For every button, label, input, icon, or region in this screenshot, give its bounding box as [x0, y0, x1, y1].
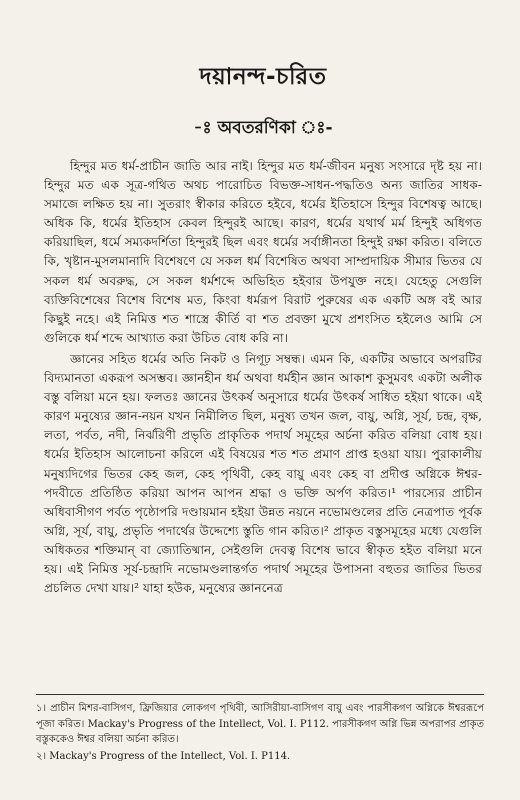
- section-heading: -ঃ অবতরণিকা ঃ-: [193, 118, 333, 138]
- footnote-1: ১। প্রাচীন মিশর-বাসিগণ, ফ্রিজিয়ার লোকগণ পৃথিবী, আসিরীয়া-বাসিগণ বায়ু এবং পারসীকগণ অগ্নিকে ঈশ্বররূপে পূজা করিত। Mackay's Progress of the Intellect, Vol. I. P112. পারসীকগণ অগ্নি ভিন্ন অপরাপর প্রাকৃত বস্তুককেও ঈশ্বর বলিয়া অর্চনা করিত।: [36, 703, 484, 745]
- paragraph-1: হিন্দুর মত ধর্ম-প্রাচীন জাতি আর নাই। হিন্দুর মত ধর্ম-জীবন মনুষ্য সংসারে দৃষ্ট হয় না। হিন্দুর মত এক সূত্র-গথিত অথচ পারোচিত বিভক্ত-সাধন-পদ্ধতিও অন্য জাতির সাধক-সমাজে লক্ষিত হয় না। সুতরাং স্বীকার করিতে হইবে, ধর্মের ইতিহাসে হিন্দুর বিশেষত্ব আছে। অধিক কি, ধর্মের ইতিহাস কেবল হিন্দুরই আছে। কারণ, ধর্মের যথার্থ মর্ম হিন্দুই অধিগত করিয়াছিল, ধর্মে সম্যকদর্শিতা হিন্দুরই ছিল এবং ধর্মের সর্বাঙ্গীনতা হিন্দুই রক্ষা করিত। বলিতে কি, খৃষ্টান-মুসলমানাদি বিশেষণে যে সকল ধর্ম বিশেষিত অথবা সাম্প্রদায়িক সীমার ভিতর যে সকল ধর্ম অবরুদ্ধ, সে সকল ধর্মশব্দে অভিহিত হইবার উপযুক্ত নহে। যেহেতু সেগুলি ব্যক্তিবিশেষের বিশেষ বিশেষ মত, কিংবা ধর্মরূপ বিরাট পুরুষের এক একটি অঙ্গ বই আর কিছুই নহে। এই নিমিত্ত শত শাস্ত্রে কীর্তি বা শত প্রবক্তা মুখে প্রশংসিত হইলেও আমি সে গুলিকে ধর্ম শব্দে আখ্যাত করা উচিত বোধ করি না।: [44, 159, 482, 345]
- paragraph-2: জ্ঞানের সহিত ধর্মের অতি নিকট ও নিগূঢ় সম্বন্ধ। এমন কি, একটির অভাবে অপরটির বিদ্যমানতা একরূপ অসম্ভব। জ্ঞানহীন ধর্ম অথবা ধর্মহীন জ্ঞান আকাশ কুসুমবৎ একটা অলীক বস্তু বলিয়া মনে হয়। ফলতঃ জ্ঞানের উৎকর্ষ অনুসারে ধর্মের উৎকর্ষ সাধিত হইয়া থাকে। এই কারণ মনুষ্যের জ্ঞান-নয়ন যখন নিমীলিত ছিল, মনুষ্য তখন জল, বায়ু, অগ্নি, সূর্য, চন্দ্র, বৃক্ষ, লতা, পর্বত, নদী, নির্ঝরিণী প্রভৃতি প্রাকৃতিক পদার্থ সমূহের অর্চনা করিত বলিয়া বোধ হয়। ধর্মের ইতিহাস আলোচনা করিলে এই বিষয়ের শত শত প্রমাণ প্রাপ্ত হওয়া যায়। পুরাকালীয় মনুষ্যদিগের ভিতর কেহ জল, কেহ পৃথিবী, কেহ বায়ু এবং কেহ বা প্রদীপ্ত অগ্নিকে ঈশ্বর-পদবীতে প্রতিষ্ঠিত করিয়া আপন আপন শ্রদ্ধা ও ভক্তি অর্পণ করিত।¹ পারস্যের প্রাচীন অধিবাসীগণ পর্বত পৃষ্ঠোপরি দণ্ডায়মান হইয়া উন্নত নয়নে নভোমণ্ডলের প্রতি নেত্রপাত পূর্বক অগ্নি, সূর্য, বায়ু, প্রভৃতি পদার্থের উদ্দেশ্যে স্তুতি গান করিত।² প্রাকৃত বস্তুসমূহের মধ্যে যেগুলি অধিকতর শক্তিমান্ বা জ্যোতিষ্মান, সেইগুলি দেবত্ব বিশেষ ভাবে স্বীকৃত হইত বলিয়া মনে হয়। এই নিমিত্ত সূর্য-চন্দ্রাদি নভোমণ্ডলান্তর্গত পদার্থ সমূহের উপাসনা বহুতর জাতির ভিতর প্রচলিত দেখা যায়।² যাহা হউক, মনুষ্যের জ্ঞাননেত্র: [44, 351, 482, 596]
- page-title: দয়ানন্দ-চরিত: [199, 64, 327, 90]
- body-text: [44, 157, 482, 598]
- footnote-2: ২। Mackay's Progress of the Intellect, Vol. I. P114.: [36, 750, 291, 762]
- footnotes: [36, 694, 484, 765]
